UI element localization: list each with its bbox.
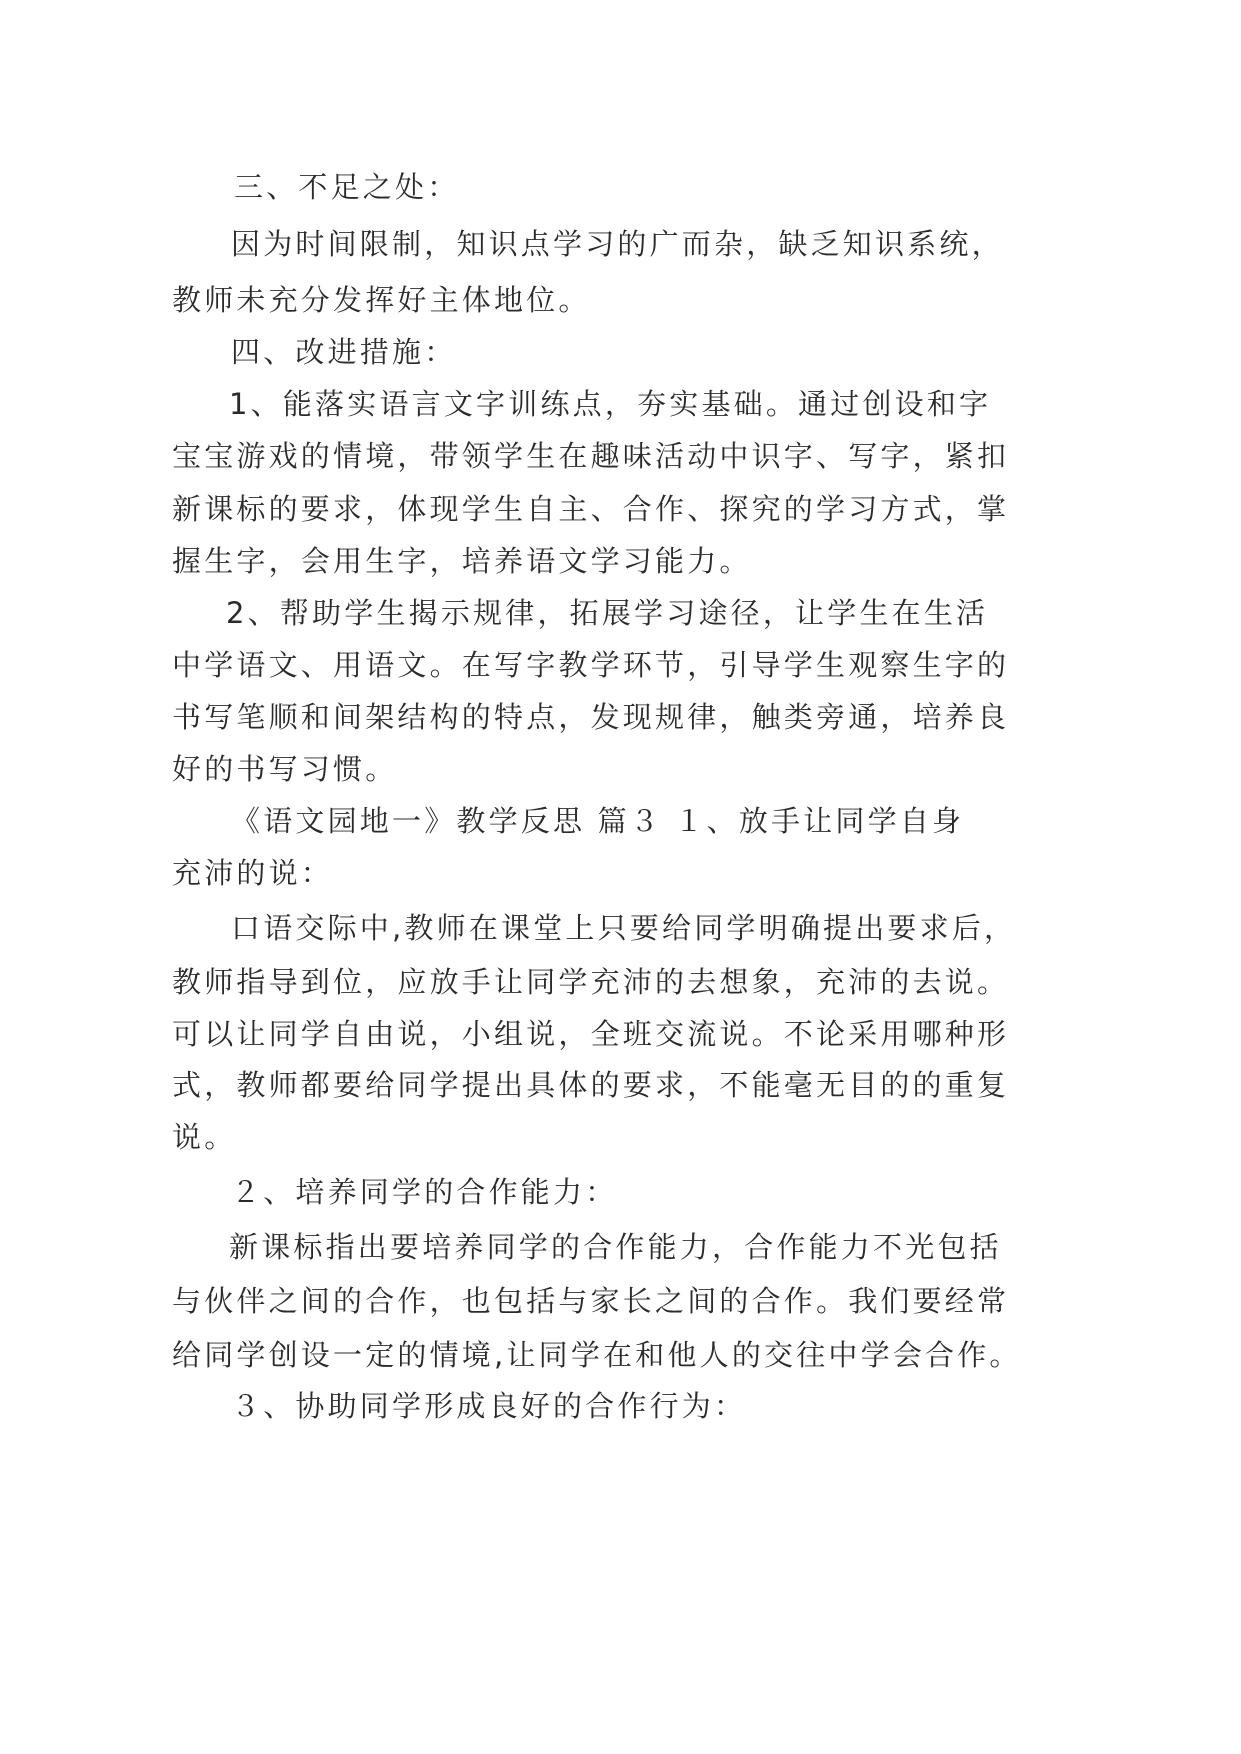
paragraph-line: 好的书写习惯。 <box>172 752 398 786</box>
section-heading-shortcomings: 三、不足之处： <box>234 170 460 204</box>
paragraph-line: 教师指导到位，应放手让同学充沛的去想象，充沛的去说。 <box>172 965 1010 999</box>
paragraph-line: 因为时间限制，知识点学习的广而杂，缺乏知识系统， <box>231 227 1004 261</box>
paragraph-line: 说。 <box>172 1120 237 1154</box>
paragraph-line: 握生字，会用生字，培养语文学习能力。 <box>172 544 752 578</box>
section-heading-cooperation: ２、培养同学的合作能力： <box>231 1175 618 1209</box>
paragraph-line: 1、能落实语言文字训练点，夯实基础。通过创设和字 <box>229 387 992 421</box>
paragraph-line: 新课标指出要培养同学的合作能力，合作能力不光包括 <box>229 1230 1002 1264</box>
paragraph-line: 教师未充分发挥好主体地位。 <box>172 283 591 317</box>
paragraph-line: 可以让同学自由说，小组说，全班交流说。不论采用哪种形 <box>172 1017 1010 1051</box>
section-heading-improvements: 四、改进措施： <box>231 335 457 369</box>
paragraph-line: 式，教师都要给同学提出具体的要求，不能毫无目的的重复 <box>172 1068 1010 1102</box>
paragraph-line: 2、帮助学生揭示规律，拓展学习途径，让学生在生活 <box>226 596 989 630</box>
section-heading-behavior: ３、协助同学形成良好的合作行为： <box>231 1389 747 1423</box>
paragraph-line: 新课标的要求，体现学生自主、合作、探究的学习方式，掌 <box>172 492 1010 526</box>
paragraph-line: 中学语文、用语文。在写字教学环节，引导学生观察生字的 <box>172 648 1010 682</box>
paragraph-line: 充沛的说： <box>172 856 334 890</box>
paragraph-line: 宝宝游戏的情境，带领学生在趣味活动中识字、写字，紧扣 <box>172 439 1010 473</box>
paragraph-line: 与伙伴之间的合作，也包括与家长之间的合作。我们要经常 <box>172 1284 1010 1318</box>
paragraph-line: 给同学创设一定的情境,让同学在和他人的交往中学会合作。 <box>172 1338 1022 1372</box>
article-title-line: 《语文园地一》教学反思 篇３ １、放手让同学自身 <box>231 804 965 838</box>
paragraph-line: 口语交际中,教师在课堂上只要给同学明确提出要求后， <box>231 911 1017 945</box>
paragraph-line: 书写笔顺和间架结构的特点，发现规律，触类旁通，培养良 <box>172 700 1010 734</box>
